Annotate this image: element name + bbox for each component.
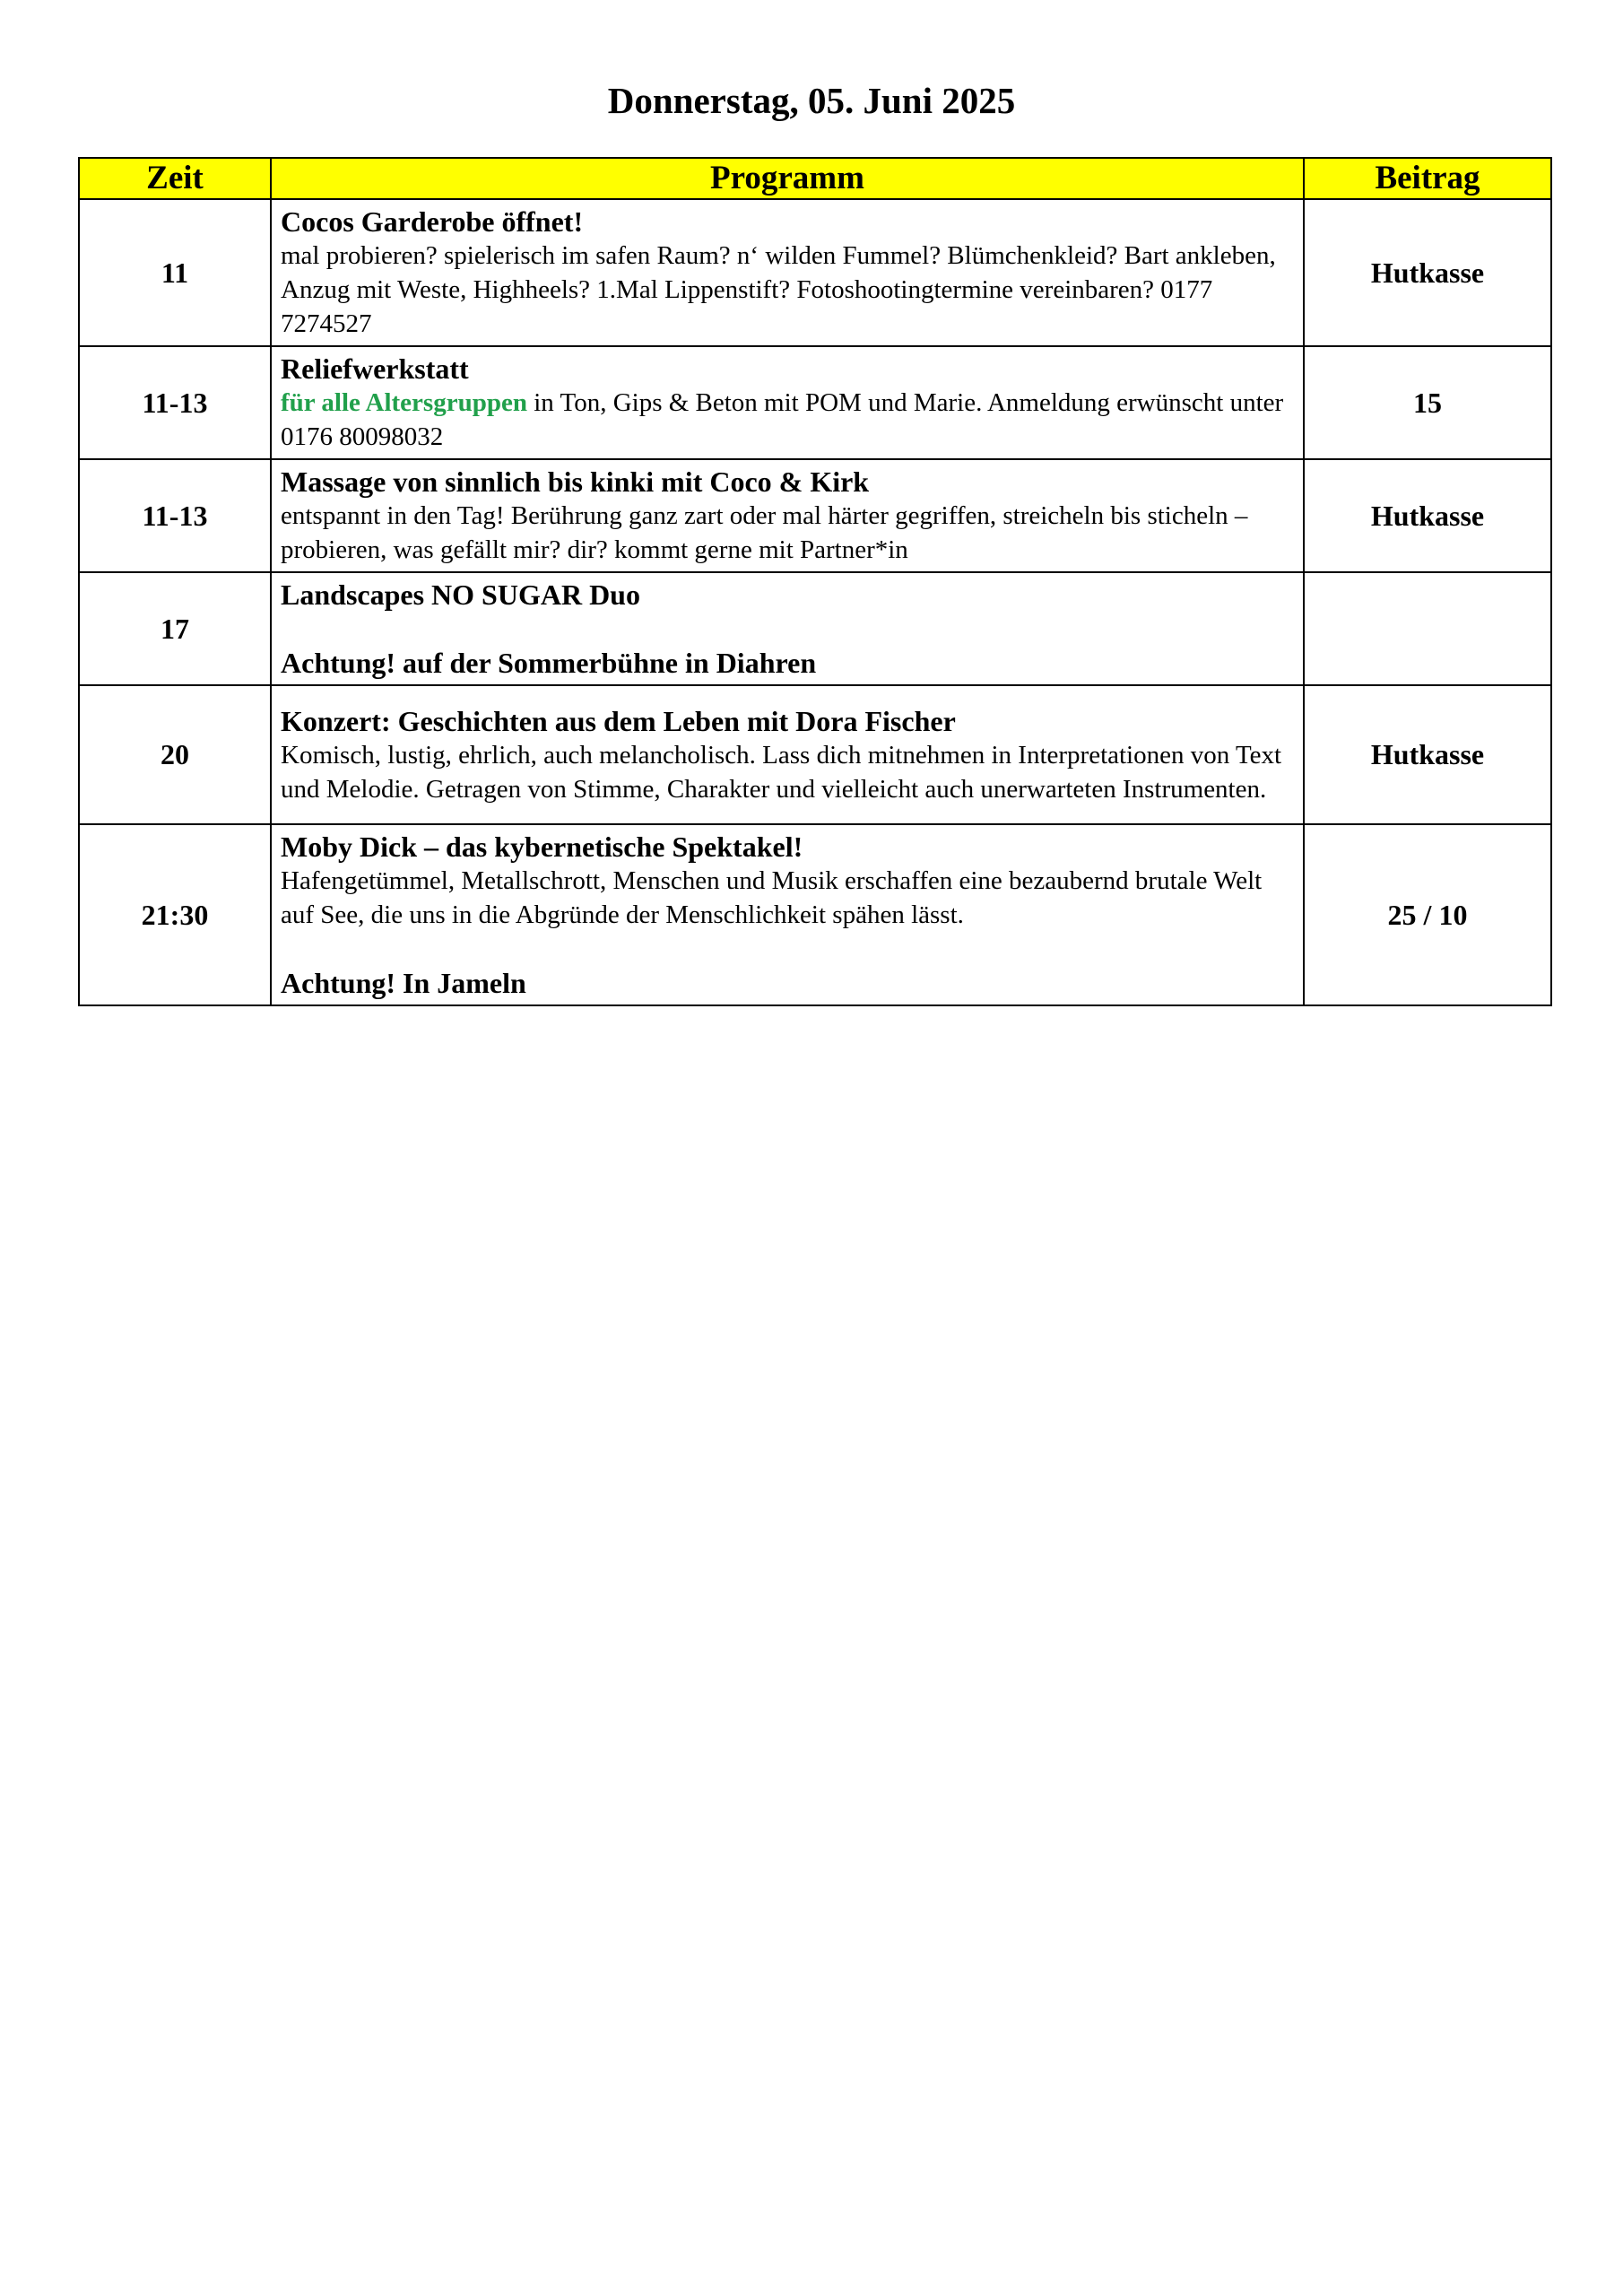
header-zeit: Zeit — [79, 158, 271, 199]
program-title: Massage von sinnlich bis kinki mit Coco & Kirk — [281, 465, 870, 498]
header-programm: Programm — [271, 158, 1304, 199]
table-header-row — [79, 158, 1551, 199]
program-description-rest: in Ton, Gips & Beton mit POM und Marie. Anmeldung erwünscht unter 0176 80098032 — [281, 388, 1284, 451]
row-fee: 25 / 10 — [1304, 824, 1551, 1005]
row-time: 11-13 — [79, 459, 271, 572]
program-description: mal probieren? spielerisch im safen Raum? n‘ wilden Fummel? Blümchenkleid? Bart ankleben, Anzug mit Weste, Highheels? 1.Mal Lippenstift? Fotoshootingtermine vereinbaren? 0177 7274527 — [281, 241, 1276, 338]
row-time: 11 — [79, 199, 271, 346]
row-fee: 15 — [1304, 346, 1551, 459]
program-title: Reliefwerkstatt — [281, 352, 469, 385]
row-program — [271, 572, 1304, 685]
program-description — [281, 386, 1294, 454]
row-time: 21:30 — [79, 824, 271, 1005]
program-title: Moby Dick – das kybernetische Spektakel! — [281, 831, 803, 863]
header-beitrag: Beitrag — [1304, 158, 1551, 199]
row-time: 11-13 — [79, 346, 271, 459]
table-row — [79, 459, 1551, 572]
row-program — [271, 459, 1304, 572]
row-fee: Hutkasse — [1304, 199, 1551, 346]
row-program — [271, 346, 1304, 459]
row-fee: Hutkasse — [1304, 459, 1551, 572]
row-program — [271, 685, 1304, 824]
program-title: Cocos Garderobe öffnet! — [281, 205, 584, 238]
program-note: Achtung! auf der Sommerbühne in Diahren — [281, 647, 817, 679]
audience-highlight: für alle Altersgruppen — [281, 388, 527, 417]
table-row — [79, 199, 1551, 346]
page-title: Donnerstag, 05. Juni 2025 — [607, 80, 1016, 121]
program-description: Hafengetümmel, Metallschrott, Menschen und Musik erschaffen eine bezaubernd brutale Welt auf See, die uns in die Abgründe der Menschlichkeit spähen lässt. — [281, 866, 1263, 929]
row-program — [271, 199, 1304, 346]
program-table — [78, 157, 1552, 1006]
table-row — [79, 685, 1551, 824]
table-row — [79, 572, 1551, 685]
table-row — [79, 346, 1551, 459]
program-title: Konzert: Geschichten aus dem Leben mit Dora Fischer — [281, 704, 956, 737]
program-note: Achtung! In Jameln — [281, 967, 526, 999]
row-time: 17 — [79, 572, 271, 685]
row-fee — [1304, 572, 1551, 685]
program-description: Komisch, lustig, ehrlich, auch melancholisch. Lass dich mitnehmen in Interpretationen von Text und Melodie. Getragen von Stimme, Charakter und vielleicht auch unerwarteten Instrumenten. — [281, 740, 1282, 804]
row-program — [271, 824, 1304, 1005]
table-row — [79, 824, 1551, 1005]
row-time: 20 — [79, 685, 271, 824]
program-description: entspannt in den Tag! Berührung ganz zart oder mal härter gegriffen, streicheln bis sticheln – probieren, was gefällt mir? dir? kommt gerne mit Partner*in — [281, 501, 1248, 564]
row-fee: Hutkasse — [1304, 685, 1551, 824]
program-title: Landscapes NO SUGAR Duo — [281, 578, 640, 611]
